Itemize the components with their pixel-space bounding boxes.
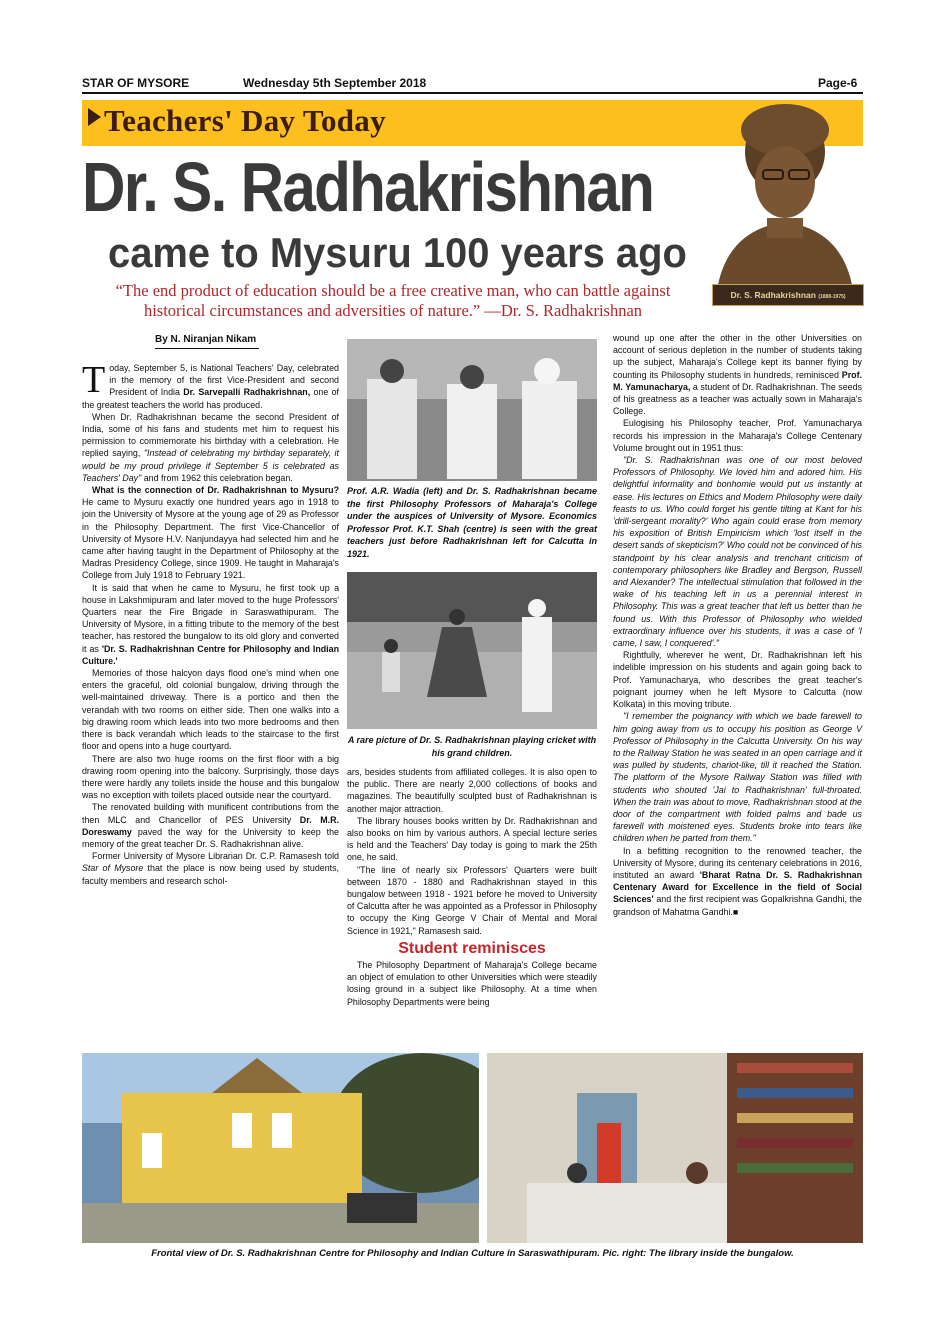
subhead-student-reminisces: Student reminisces (398, 939, 546, 957)
byline-rule (155, 348, 259, 349)
col1-p7-bold: Dr. M.R. Doreswamy (82, 814, 340, 837)
col1-para-5: Memories of those halcyon days flood one's mind when one enters the graceful, old colonial bungalow, driving through the well-maintained driveway. There is a portico and then the verandah with two rooms on either side. Then one walks into a big drawing room which leads into two more bedrooms and then there is back verandah which leads to the staircase to the first floor and opens into a huge courtyard. (82, 668, 339, 752)
col1-p8-italic: Star of Mysore (82, 863, 144, 874)
col1-p7-text-b: paved the way for the University to keep the memory of the great teacher Dr. S. Radhakrishnan alive. (82, 826, 339, 849)
col1-p8-text-b: that the place is now being used by students, faculty members and research schol- (82, 863, 339, 886)
byline: By N. Niranjan Nikam (155, 334, 257, 345)
col3-para-6: In a befitting recognition to the renowned teacher, the University of Mysore, during its centenary celebrations in 2016, instituted an award 'Bharat Ratna Dr. S. Radhakrishnan Centenary Award for Excellence in the field of Social Sciences' and the first recipient was Gopalkrishna Gandhi, the grandson of Mahatma Gandhi.■ (613, 845, 862, 917)
headline-line2: came to Mysuru 100 years ago (108, 229, 687, 276)
col3-p1-bold: Prof. M. Yamunacharya, (613, 369, 862, 392)
col1-p7-text: The renovated building with munificent contributions from the then MLC and Chancellor of PES University (82, 802, 339, 825)
photo-cricket (347, 572, 597, 729)
photo2-caption: A rare picture of Dr. S. Radhakrishnan playing cricket with his grand children. (347, 735, 597, 758)
kicker-text: Teachers' Day Today (104, 103, 386, 138)
col1-para-6: There are also two huge rooms on the first floor with a big drawing room opening into the balcony. Surprisingly, those days there were hardly any toilets inside the house and this bungalow was no exception with toilets placed outside near the courtyard. (82, 753, 339, 801)
col1-p1-text: oday, September 5, is National Teachers' Day, celebrated in the memory of the first Vice-President and second President of India (109, 363, 339, 398)
col1-p3-bold: What is the connection of Dr. Radhakrishnan to Mysuru? (92, 485, 339, 496)
pull-quote: “The end product of education should be a free creative man, who can battle against historical circumstances and adversities of nature.” —Dr. S. Radhakrishnan (115, 281, 671, 320)
col3-para-3: "Dr. S. Radhakrishnan was one of our most beloved Professors of Philosophy. We loved him and adored him. His delightful informality and bonhomie would put us instantly at ease. His lectures on Ethics and Modern Philosophy were daily feasts to us. Who could forget his gentle tilting at Kant for his 'drill-sergeant morality?' Who again could erase from memory his exposition of British Empiricism which 'lost itself in the desert sands of skepticism?' Who could not be convinced of his standpoint by his clear analysis and trenchant criticism of contemporary philosophers like Bradley and Bergson, Russell and Alexander? The intellectual stimulation that followed in the wake of his teaching left in us a perennial interest in Philosophy. This was a great teacher that left us better than he found us. With this Professor of Philosophy who wielded extraordinary influence over his students, it was a case of 'I came, I saw, I conquered'." (613, 455, 862, 649)
photo-three-professors (347, 339, 597, 481)
col3-p6-text: In a befitting recognition to the renowned teacher, the University of Mysore, during its centenary celebrations in 2016, instituted an award (613, 845, 862, 880)
bust-plaque-name: Dr. S. Radhakrishnan (730, 290, 816, 300)
article-column-1 (82, 359, 340, 887)
col2-para-2: The library houses books written by Dr. Radhakrishnan and also books on him by various authors. A special lecture series is held and the Teachers' Day today is going to mark the 25th one, he said. (347, 815, 597, 863)
bust-photo (707, 100, 863, 308)
col1-para-2 (82, 411, 339, 484)
masthead-date: Wednesday 5th September 2018 (243, 76, 427, 90)
col1-para-8 (82, 850, 339, 887)
masthead-paper-name: STAR OF MYSORE (82, 76, 190, 90)
col1-p1-text-b: one of the greatest teachers the world has produced. (82, 387, 339, 410)
col1-p2-text: When Dr. Radhakrishnan became the second President of India, some of his fans and students met him to request his permission to commemorate his birthday with a celebration. He replied saying, (82, 411, 339, 459)
col1-p1-bold: Dr. Sarvepalli Radhakrishnan, (183, 387, 311, 398)
col3-p6-bold: 'Bharat Ratna Dr. S. Radhakrishnan Centenary Award for Excellence in the field of Social Sciences' (613, 869, 862, 905)
col3-p1-text: wound up one after the other in the other Universities on account of serious depletion in the number of students taking up the subject, Maharaja's College kept its banner flying by counting its Philosophy students in hundreds, reminisced (613, 333, 862, 380)
triangle-icon (88, 108, 101, 126)
col1-para-1 (82, 359, 339, 411)
col1-p2-italic: "Instead of celebrating my birthday separately, it would be my proud privilege if September 5 is celebrated as Teachers' Day" (82, 448, 339, 483)
col2-para-1: ars, besides students from affiliated colleges. It is also open to the public. There are nearly 2,000 collections of books and magazines. The beautifully sculpted bust of Radhakrishnan is another major attraction. (347, 767, 597, 814)
col3-p6-text-b: and the first recipient was Gopalkrishna Gandhi, the grandson of Mahatma Gandhi. (613, 894, 862, 917)
article-column-3 (613, 332, 862, 918)
bust-plaque-years: (1888-1975) (818, 294, 846, 300)
col3-para-2: Eulogising his Philosophy teacher, Prof. Yamunacharya records his impression in the Maharaja's College Centenary Volume brought out in 1951 thus: (613, 418, 862, 453)
col1-p4-bold: 'Dr. S. Radhakrishnan Centre for Philosophy and Indian Culture.' (82, 643, 339, 666)
col1-para-4 (82, 582, 339, 667)
col2-para-4: The Philosophy Department of Maharaja's College became an object of emulation to other Universities which were steadily losing ground in a subject like Philosophy. At a time when Philosophy Departments were being (347, 960, 597, 1007)
bottom-caption: Frontal view of Dr. S. Radhakrishnan Centre for Philosophy and Indian Culture in Saraswathipuram. Pic. right: The library inside the bungalow. (151, 1248, 794, 1259)
col1-p8-text: Former University of Mysore Librarian Dr. C.P. Ramasesh told (92, 851, 339, 862)
drop-cap: T (82, 359, 106, 401)
col1-p3-text: He came to Mysuru exactly one hundred years ago in 1918 to join the University of Mysore at the young age of 29 as Professor in the Philosophy Department. The first Vice-Chancellor of University of Mysore H.V. Nanjundayya had selected him and he came after having taught in the Department of Philosophy at the Madras Presidency College, since 1909. He taught in Maharaja's College from July 1918 to February 1921. (82, 497, 339, 581)
bust-plaque (712, 284, 864, 306)
col3-para-1 (613, 332, 862, 417)
col3-para-5: "I remember the poignancy with which we bade farewell to him going away from us to occupy his position as George V Professor of Philosophy in the Calcutta University. On his way to the Railway Station he was seated in an open carriage and it was pulled by students, chariot-like, till it reached the Station. The platform of the Mysore Railway Station was filled with students who shouted 'Jai to Radhakrishnan' full-throated. When the train was about to move, Radhakrishnan stood at the door of the compartment with folded palms and bade us farewell with moistened eyes. Students broke into tears like children when he parted from them." (613, 711, 862, 844)
col1-p4-text: It is said that when he came to Mysuru, he first took up a house in Lakshmipuram and later moved to the huge Professors' Quarters near the Fire Brigade in Saraswathipuram. The University of Mysore, in a fitting tribute to the memory of the best teacher, has restored the bungalow to its old glory and converted it as (82, 582, 339, 654)
photo1-caption: Prof. A.R. Wadia (left) and Dr. S. Radhakrishnan became the first Philosophy Professors of Maharaja's College under the auspices of University of Mysore. Economics Professor Prof. K.T. Shah (centre) is seen with the great teachers just before Radhakrishnan left for Calcutta in 1921. (347, 486, 597, 559)
headline-line1: Dr. S. Radhakrishnan (82, 148, 654, 226)
col1-para-3 (82, 484, 339, 582)
col1-para-7 (82, 801, 339, 850)
article-column-2 (347, 766, 597, 1008)
col3-p1-text-b: a student of Dr. Radhakrishnan. The seeds of his greatness as a teacher was actually sown in Maharaja's College. (613, 381, 862, 417)
photo-bungalow (82, 1053, 479, 1243)
masthead-page: Page-6 (818, 76, 858, 90)
col3-para-4: Rightfully, wherever he went, Dr. Radhakrishnan left his indelible impression on his students and again going back to Prof. Yamunacharya, who describes the great teacher's poignant journey when he left Mysore to Calcutta (now Kolkata) in this moving tribute. (613, 650, 862, 710)
col1-p2-text-b: and from 1962 this celebration began. (141, 472, 293, 483)
col2-para-3: "The line of nearly six Professors' Quarters were built between 1870 - 1880 and Radhakrishnan stayed in this bungalow between 1918 - 1921 before he moved to University of Calcutta after he was appointed as a Professor in Philosophy to occupy the King George V Chair of Mental and Moral Science in 1921," Ramasesh said. (347, 864, 597, 936)
photo-library (487, 1053, 863, 1243)
masthead-rule (82, 92, 863, 94)
